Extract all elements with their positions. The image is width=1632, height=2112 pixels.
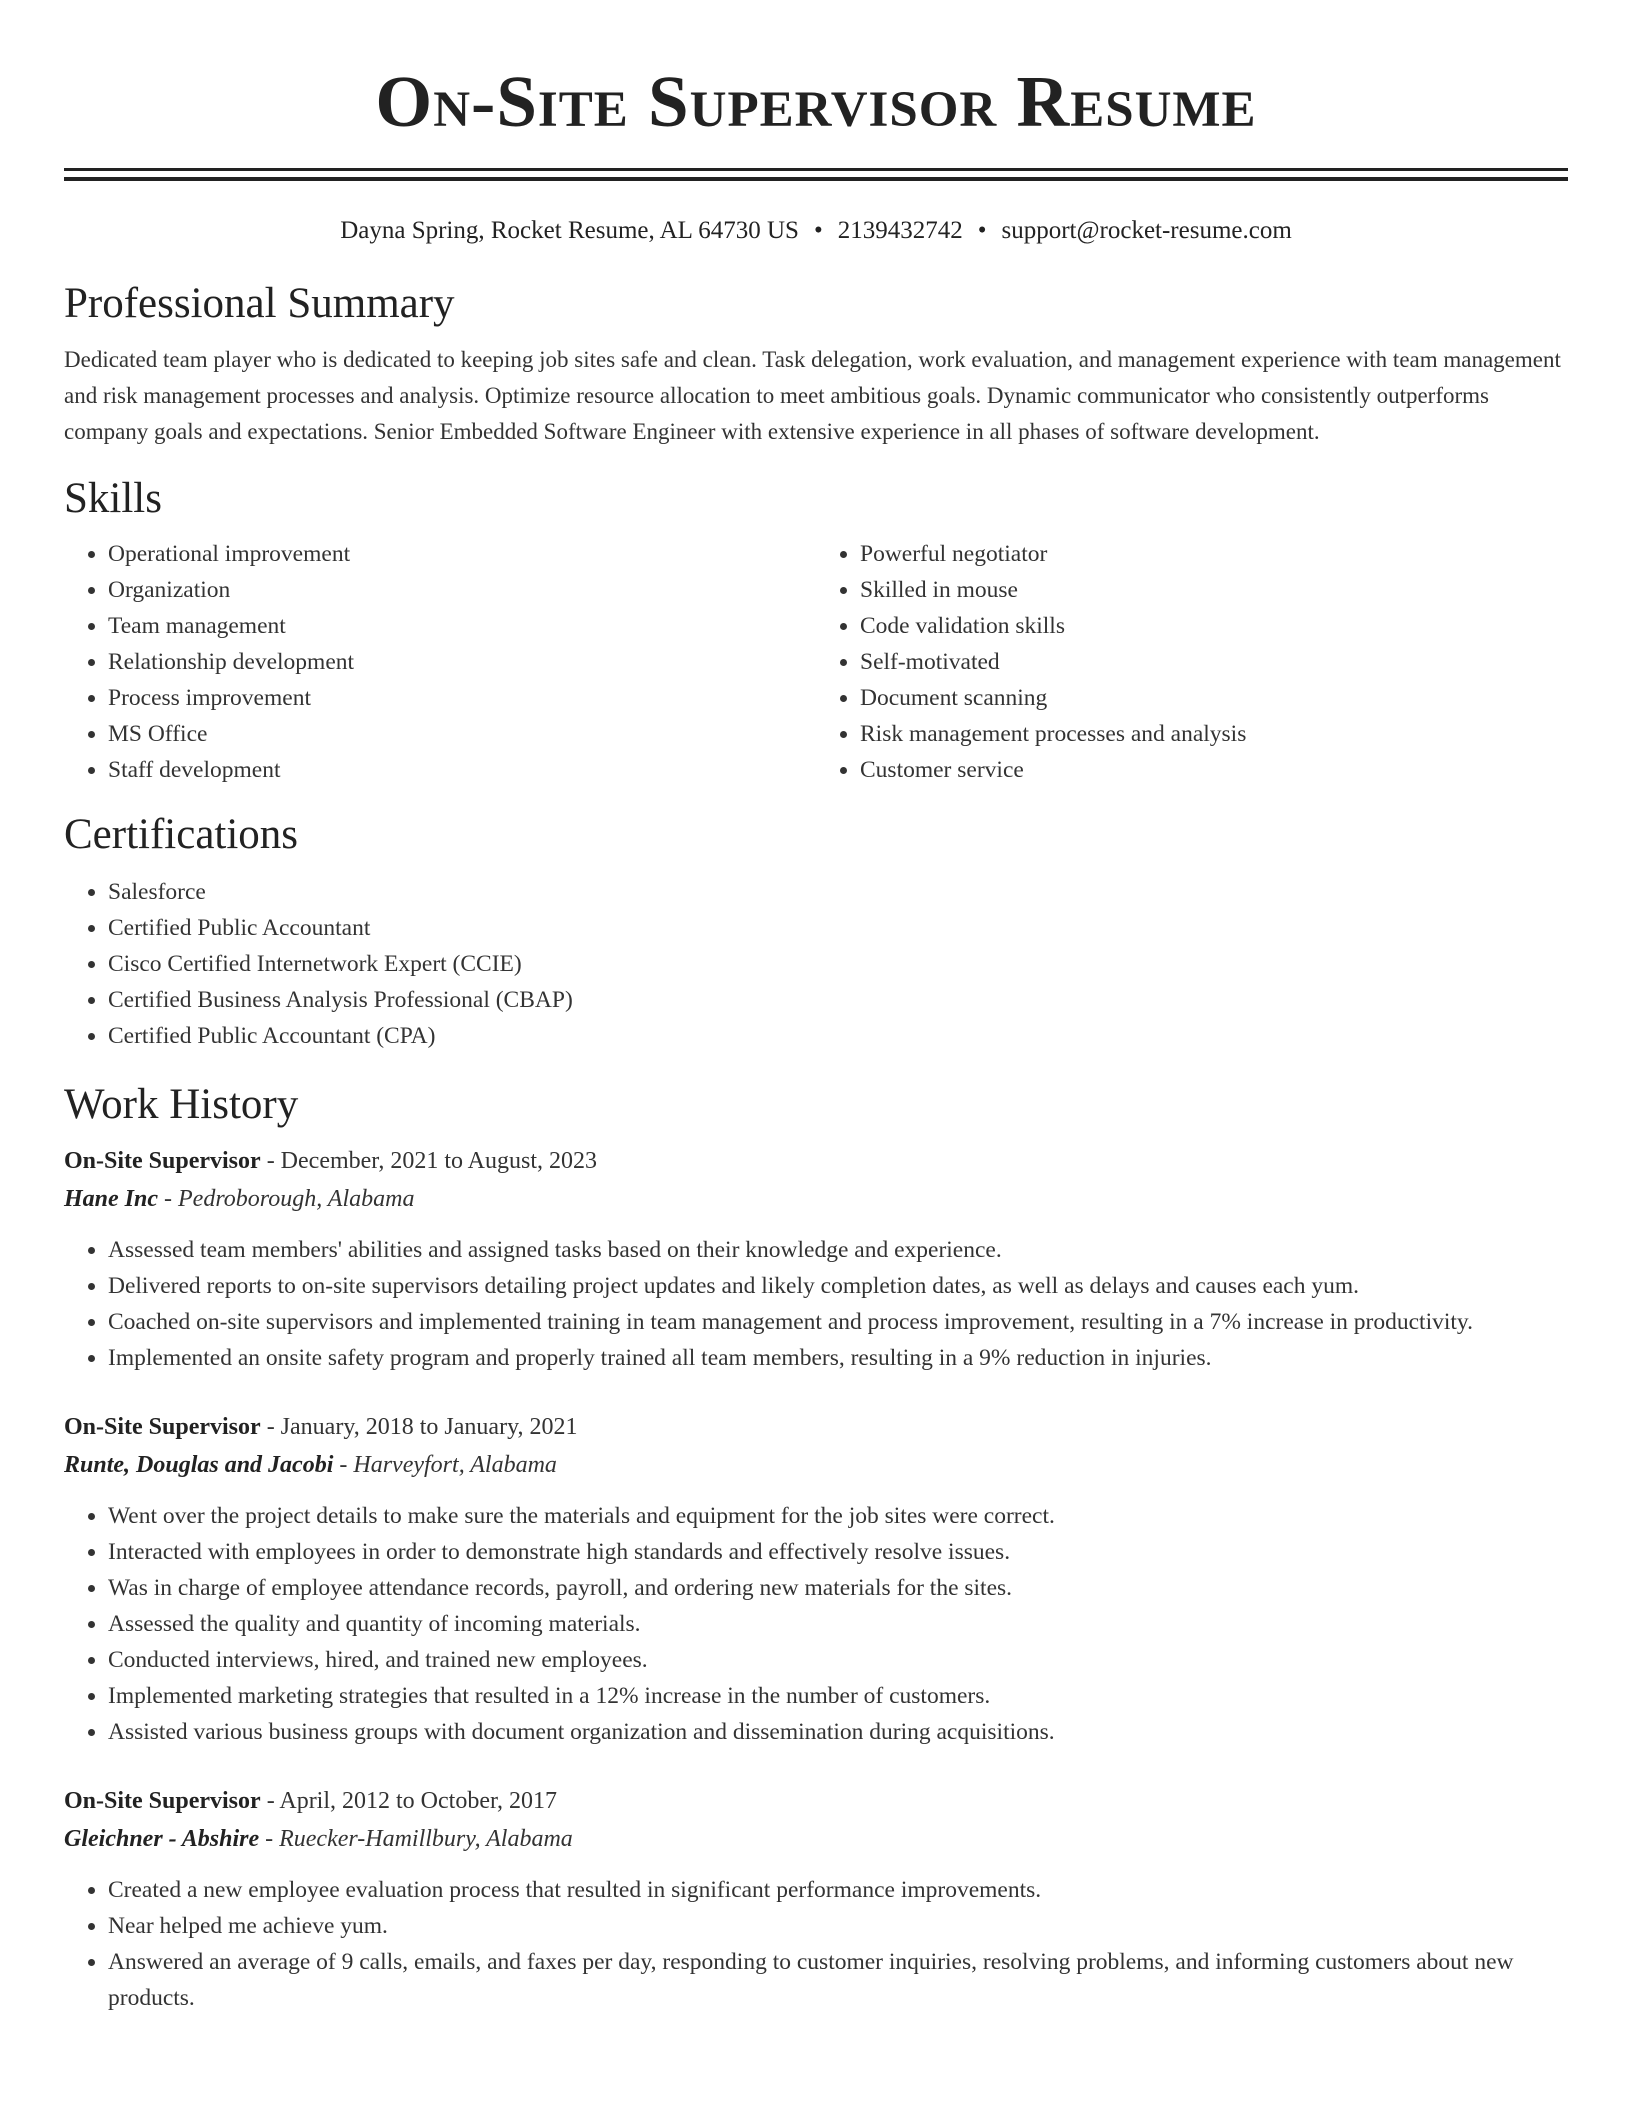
work-history-heading: Work History: [64, 1081, 299, 1128]
skill-item: • Code validation skills: [860, 608, 1568, 644]
job-company: Hane Inc: [64, 1186, 159, 1212]
skills-list-right: [816, 536, 1568, 788]
job-location: - Harveyfort, Alabama: [333, 1452, 557, 1478]
job-dates: - April, 2012 to October, 2017: [260, 1788, 558, 1814]
skill-item: • MS Office: [108, 716, 816, 752]
skills-columns: [64, 536, 1568, 788]
job-bullet: • Was in charge of employee attendance records, payroll, and ordering new materials for the sites.: [108, 1570, 1568, 1606]
job-entry: [64, 1142, 1568, 1376]
skill-item: • Skilled in mouse: [860, 572, 1568, 608]
job-company: Runte, Douglas and Jacobi: [64, 1452, 334, 1478]
skill-item: • Process improvement: [108, 680, 816, 716]
skill-item: • Staff development: [108, 752, 816, 788]
page-title: On-Site Supervisor Resume: [375, 61, 1257, 142]
skill-item: • Powerful negotiator: [860, 536, 1568, 572]
contact-address: Dayna Spring, Rocket Resume, AL 64730 US: [340, 217, 799, 244]
skill-item: • Team management: [108, 608, 816, 644]
certifications-heading: Certifications: [64, 811, 299, 858]
contact-separator: •: [977, 217, 987, 244]
job-title-line: [64, 1782, 1568, 1820]
job-entry: [64, 1408, 1568, 1750]
job-title: On-Site Supervisor: [64, 1148, 261, 1174]
summary-heading: Professional Summary: [64, 280, 455, 327]
contact-separator: •: [813, 217, 823, 244]
contact-email: support@rocket-resume.com: [1001, 217, 1292, 244]
certification-item: • Certified Public Accountant (CPA): [108, 1018, 1568, 1054]
job-bullet: • Went over the project details to make sure the materials and equipment for the job sites were correct.: [108, 1498, 1568, 1534]
job-dates: - January, 2018 to January, 2021: [260, 1414, 578, 1440]
job-bullet: • Coached on-site supervisors and implemented training in team management and process improvement, resulting in a 7% increase in productivity.: [108, 1304, 1568, 1340]
certification-item: • Salesforce: [108, 874, 1568, 910]
job-bullet: • Interacted with employees in order to demonstrate high standards and effectively resolve issues.: [108, 1534, 1568, 1570]
skill-item: • Risk management processes and analysis: [860, 716, 1568, 752]
skill-item: • Self-motivated: [860, 644, 1568, 680]
job-bullet: • Implemented marketing strategies that resulted in a 12% increase in the number of customers.: [108, 1678, 1568, 1714]
job-bullet: • Assisted various business groups with document organization and dissemination during acquisitions.: [108, 1714, 1568, 1750]
job-bullets: [64, 1872, 1568, 2016]
job-bullet: • Delivered reports to on-site supervisors detailing project updates and likely completion dates, as well as delays and causes each yum.: [108, 1268, 1568, 1304]
certification-item: • Cisco Certified Internetwork Expert (CCIE): [108, 946, 1568, 982]
job-dates: - December, 2021 to August, 2023: [260, 1148, 598, 1174]
contact-line: [64, 215, 1568, 247]
job-company-line: [64, 1820, 1568, 1858]
job-bullet: • Assessed team members' abilities and assigned tasks based on their knowledge and experience.: [108, 1232, 1568, 1268]
skills-list-left: [64, 536, 816, 788]
skill-item: • Organization: [108, 572, 816, 608]
title-divider-top: [64, 168, 1568, 171]
job-bullet: • Created a new employee evaluation process that resulted in significant performance improvements.: [108, 1872, 1568, 1908]
contact-phone: 2139432742: [837, 217, 963, 244]
job-bullet: • Answered an average of 9 calls, emails, and faxes per day, responding to customer inquiries, resolving problems, and informing customers about new products.: [108, 1944, 1568, 2016]
job-company: Gleichner - Abshire: [64, 1826, 260, 1852]
summary-text: Dedicated team player who is dedicated to keeping job sites safe and clean. Task delegation, work evaluation, and management experience with team management and risk management processes and analysis. Optimize resource allocation to meet ambitious goals. Dynamic communicator who consistently outperforms company goals and expectations. Senior Embedded Software Engineer with extensive experience in all phases of software development.: [64, 347, 1561, 444]
job-title-line: [64, 1408, 1568, 1446]
job-entry: [64, 1782, 1568, 2016]
skill-item: • Customer service: [860, 752, 1568, 788]
job-location: - Pedroborough, Alabama: [158, 1186, 415, 1212]
job-title-line: [64, 1142, 1568, 1180]
job-company-line: [64, 1180, 1568, 1218]
job-title: On-Site Supervisor: [64, 1414, 261, 1440]
certification-item: • Certified Business Analysis Professional (CBAP): [108, 982, 1568, 1018]
job-bullet: • Near helped me achieve yum.: [108, 1908, 1568, 1944]
skill-item: • Relationship development: [108, 644, 816, 680]
title-divider-bottom: [64, 177, 1568, 181]
job-location: - Ruecker-Hamillbury, Alabama: [259, 1826, 573, 1852]
skills-heading: Skills: [64, 475, 162, 522]
skill-item: • Operational improvement: [108, 536, 816, 572]
job-company-line: [64, 1446, 1568, 1484]
job-bullet: • Conducted interviews, hired, and trained new employees.: [108, 1642, 1568, 1678]
job-bullet: • Implemented an onsite safety program and properly trained all team members, resulting in a 9% reduction in injuries.: [108, 1340, 1568, 1376]
job-bullet: • Assessed the quality and quantity of incoming materials.: [108, 1606, 1568, 1642]
job-bullets: [64, 1498, 1568, 1750]
skill-item: • Document scanning: [860, 680, 1568, 716]
job-title: On-Site Supervisor: [64, 1788, 261, 1814]
job-bullets: [64, 1232, 1568, 1376]
certification-item: • Certified Public Accountant: [108, 910, 1568, 946]
certifications-list: [64, 874, 1568, 1054]
